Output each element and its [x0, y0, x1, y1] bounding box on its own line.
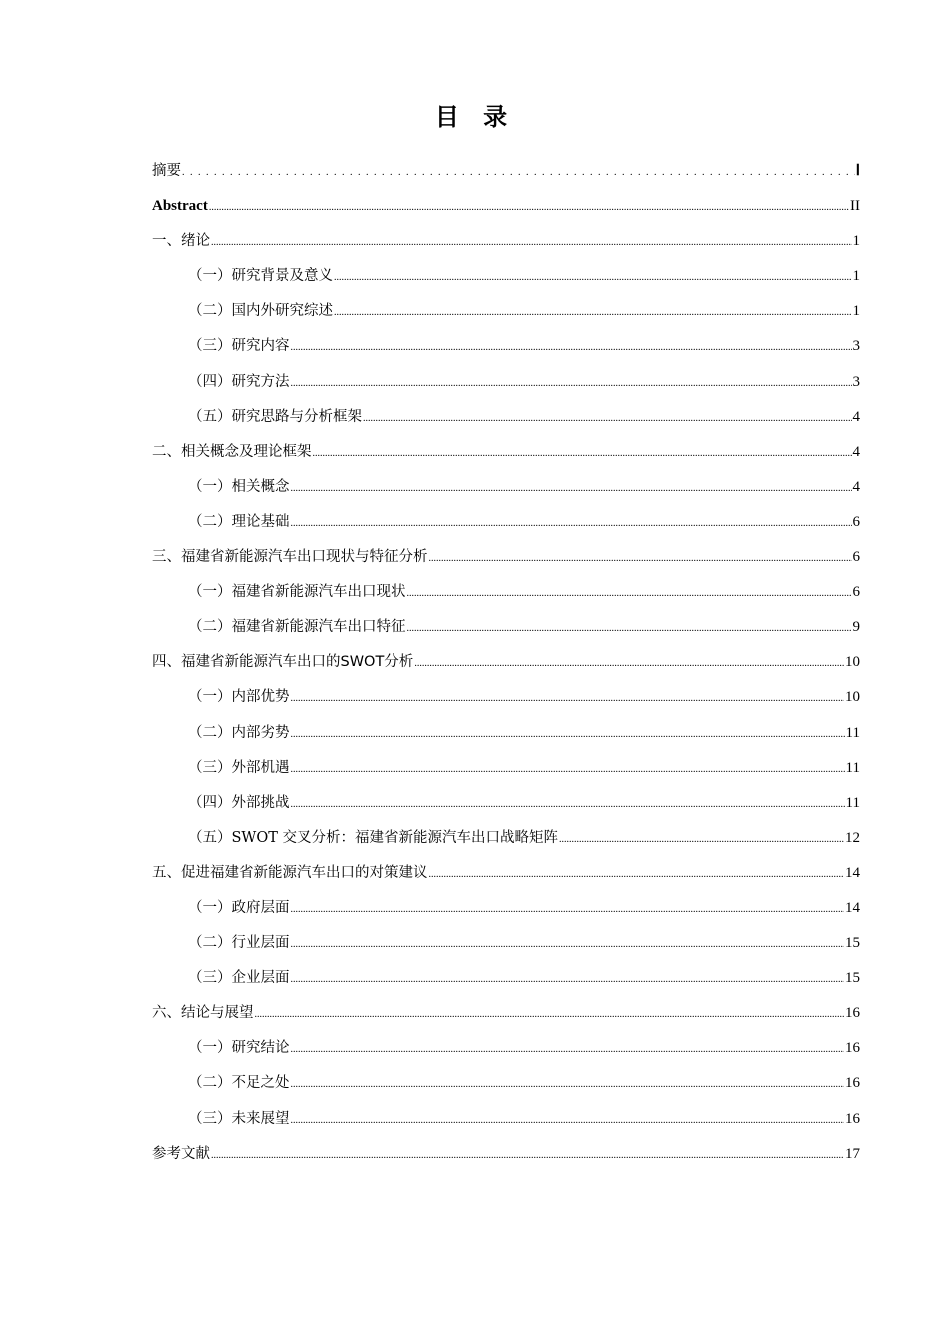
dot-leader [291, 681, 845, 716]
toc-page-number: 11 [845, 759, 860, 776]
dot-leader [313, 436, 852, 471]
toc-entry-text: 摘要 [152, 163, 181, 179]
toc-entry-section-3-1[interactable] [152, 575, 860, 610]
toc-entry-text: （四）外部挑战 [188, 794, 290, 811]
toc-entry-section-1-2[interactable] [152, 294, 860, 329]
toc-title: 目 录 [434, 103, 516, 131]
dot-leader [291, 717, 845, 752]
toc-entry-text: （二）不足之处 [188, 1075, 290, 1092]
toc-page-number: 3 [852, 373, 860, 390]
dot-leader [407, 576, 852, 611]
toc-page-number: 14 [845, 899, 860, 916]
toc-page-number: 4 [852, 478, 860, 495]
toc-page-number: 6 [852, 549, 860, 566]
toc-entry-text: 二、相关概念及理论框架 [152, 443, 312, 460]
toc-entry-section-1-4[interactable] [152, 365, 860, 400]
toc-page-number: 15 [845, 970, 860, 987]
dot-leader [291, 1103, 845, 1138]
toc-entry-text: 六、结论与展望 [152, 1005, 254, 1022]
toc-entry-text: （一）福建省新能源汽车出口现状 [188, 584, 406, 601]
toc-page-number: 3 [852, 338, 860, 355]
dot-leader [559, 822, 844, 857]
toc-page-number: 1 [852, 233, 860, 250]
toc-page-number: 16 [845, 1040, 860, 1057]
toc-page-number: 6 [852, 584, 860, 601]
toc-entry-text: （三）企业层面 [188, 970, 290, 987]
toc-page-number: 11 [845, 724, 860, 741]
toc-entry-text: Abstract [152, 198, 208, 215]
toc-entry-section-4-2[interactable] [152, 716, 860, 751]
dot-leader [334, 295, 852, 330]
toc-page-number: 1 [852, 303, 860, 320]
toc-entry-section-1-1[interactable] [152, 259, 860, 294]
toc-entry-chapter-1[interactable] [152, 224, 860, 259]
toc-entry-text: （五）研究思路与分析框架 [188, 408, 362, 425]
toc-page-number: 1 [852, 268, 860, 285]
dot-leader [291, 787, 845, 822]
toc-page-number: 16 [845, 1005, 860, 1022]
toc-entry-section-4-1[interactable] [152, 680, 860, 715]
toc-entry-chapter-2[interactable] [152, 435, 860, 470]
toc-entry-chapter-3[interactable] [152, 540, 860, 575]
toc-entry-section-6-1[interactable] [152, 1031, 860, 1066]
toc-entry-text: （一）内部优势 [188, 689, 290, 706]
toc-entry-text: （二）行业层面 [188, 935, 290, 952]
toc-entry-text: 三、福建省新能源汽车出口现状与特征分析 [152, 549, 428, 566]
dot-leader [211, 225, 852, 260]
toc-entry-text: （一）研究背景及意义 [188, 268, 333, 285]
dot-leader [291, 927, 845, 962]
toc-page-number: 4 [852, 408, 860, 425]
toc-entry-text: （三）未来展望 [188, 1110, 290, 1127]
toc-entry-abstract-en[interactable] [152, 189, 860, 224]
toc-entry-abstract-cn[interactable] [152, 154, 860, 189]
toc-page-number: 6 [852, 513, 860, 530]
toc-page-number: 16 [845, 1110, 860, 1127]
toc-entry-section-2-1[interactable] [152, 470, 860, 505]
toc-entry-chapter-5[interactable] [152, 856, 860, 891]
toc-entry-text: （二）国内外研究综述 [188, 303, 333, 320]
toc-entry-chapter-4[interactable] [152, 645, 860, 680]
dot-leader [291, 892, 845, 927]
dot-leader [334, 260, 852, 295]
toc-entry-section-1-3[interactable] [152, 329, 860, 364]
toc-page-number: 10 [845, 654, 860, 671]
toc-entry-text: （五）SWOT 交叉分析：福建省新能源汽车出口战略矩阵 [188, 829, 559, 846]
dot-leader [414, 646, 844, 681]
toc-entry-text: （二）福建省新能源汽车出口特征 [188, 619, 406, 636]
toc-page-number: 17 [845, 1145, 860, 1162]
dot-leader [211, 1138, 844, 1173]
toc-entry-text: （三）研究内容 [188, 338, 290, 355]
dot-leader [429, 857, 845, 892]
dot-leader [291, 962, 845, 997]
toc-entry-section-1-5[interactable] [152, 400, 860, 435]
toc-entry-text: 参考文献 [152, 1145, 210, 1162]
dot-leader [255, 997, 845, 1032]
toc-entry-section-4-5[interactable] [152, 821, 860, 856]
dot-leader [209, 190, 849, 225]
toc-entry-text: （一）研究结论 [188, 1040, 290, 1057]
toc-entry-text: （一）政府层面 [188, 899, 290, 916]
toc-entry-text: （四）研究方法 [188, 373, 290, 390]
toc-entry-section-6-2[interactable] [152, 1066, 860, 1101]
toc-page-number: 10 [845, 689, 860, 706]
toc-entry-section-6-3[interactable] [152, 1102, 860, 1137]
toc-entry-section-5-1[interactable] [152, 891, 860, 926]
toc-page-number: 15 [845, 935, 860, 952]
dot-leader [182, 155, 855, 190]
toc-entry-text: （三）外部机遇 [188, 759, 290, 776]
toc-page-number: 9 [852, 619, 860, 636]
table-of-contents [152, 154, 860, 1172]
toc-entry-references[interactable] [152, 1137, 860, 1172]
dot-leader [291, 471, 852, 506]
dot-leader [291, 330, 852, 365]
dot-leader [291, 1032, 845, 1067]
toc-page-number: II [850, 198, 860, 215]
toc-entry-text: （一）相关概念 [188, 478, 290, 495]
toc-entry-text: 四、福建省新能源汽车出口的SWOT分析 [152, 654, 414, 671]
toc-entry-section-2-2[interactable] [152, 505, 860, 540]
dot-leader [407, 611, 852, 646]
toc-page-number: 16 [845, 1075, 860, 1092]
toc-page-number: 4 [852, 443, 860, 460]
dot-leader [291, 1067, 845, 1102]
toc-entry-text: （二）内部劣势 [188, 724, 290, 741]
toc-entry-section-3-2[interactable] [152, 610, 860, 645]
dot-leader [291, 366, 852, 401]
toc-entry-text: （二）理论基础 [188, 513, 290, 530]
toc-entry-section-5-2[interactable] [152, 926, 860, 961]
toc-entry-section-4-4[interactable] [152, 786, 860, 821]
toc-entry-section-4-3[interactable] [152, 751, 860, 786]
toc-page-number: 14 [845, 864, 860, 881]
dot-leader [291, 752, 845, 787]
toc-page-number: Ⅰ [855, 163, 860, 179]
dot-leader [363, 401, 852, 436]
toc-entry-section-5-3[interactable] [152, 961, 860, 996]
toc-entry-text: 一、绪论 [152, 233, 210, 250]
dot-leader [291, 506, 852, 541]
toc-entry-chapter-6[interactable] [152, 996, 860, 1031]
toc-page-number: 12 [845, 829, 860, 846]
dot-leader [429, 541, 852, 576]
toc-entry-text: 五、促进福建省新能源汽车出口的对策建议 [152, 864, 428, 881]
toc-page-number: 11 [845, 794, 860, 811]
